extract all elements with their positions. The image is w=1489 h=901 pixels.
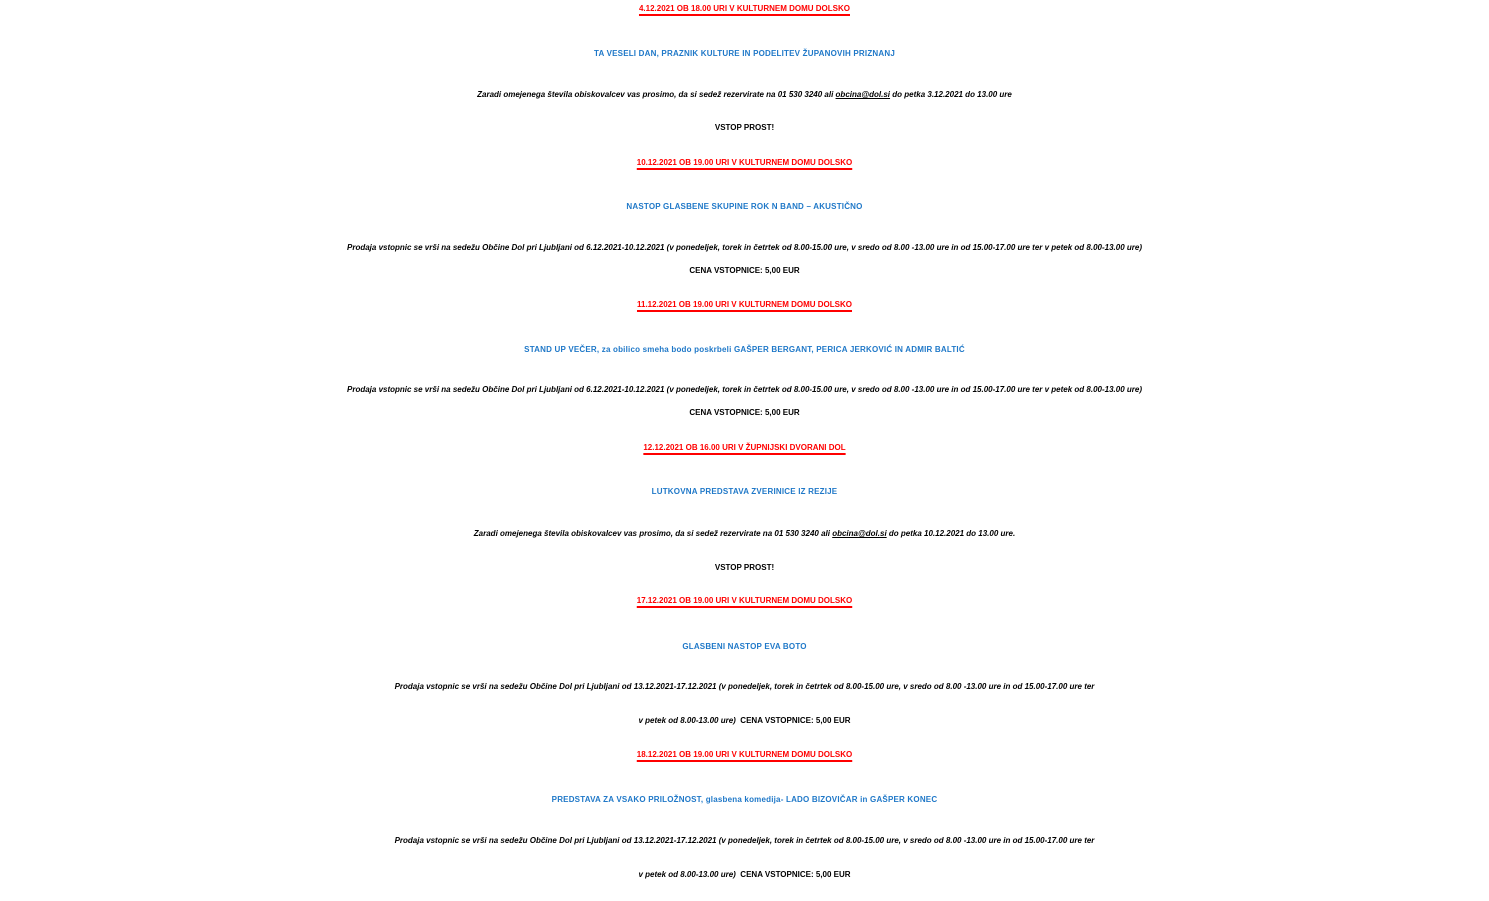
event-1-title: TA VESELI DAN, PRAZNIK KULTURE IN PODELITEV ŽUPANOVIH PRIZNANJ bbox=[593, 49, 895, 58]
event-4-info-deadline: do petka 10.12.2021 do 13.00 ure. bbox=[886, 529, 1016, 538]
event-3-header: 11.12.2021 OB 19.00 URI V KULTURNEM DOMU DOLSKO bbox=[636, 300, 853, 309]
event-5-title: GLASBENI NASTOP EVA BOTO bbox=[682, 642, 807, 651]
event-5-ticket-info-cont bbox=[0, 716, 1489, 725]
event-4-header: 12.12.2021 OB 16.00 URI V ŽUPNIJSKI DVORANI DOL bbox=[643, 443, 846, 452]
event-5-ticket-info: Prodaja vstopnic se vrši na sedežu Občine Dol pri Ljubljani od 13.12.2021-17.12.2021 (v ponedeljek, torek in četrtek od 8.00-15.00 ure, v sredo od 8.00 -13.00 ure in od 15.00-17.00 ure ter bbox=[394, 682, 1095, 691]
event-6-ticket-info-cont bbox=[0, 870, 1489, 879]
event-1-email-link[interactable]: obcina@dol.si bbox=[835, 90, 891, 99]
event-6-ticket-info: Prodaja vstopnic se vrši na sedežu Občine Dol pri Ljubljani od 13.12.2021-17.12.2021 (v ponedeljek, torek in četrtek od 8.00-15.00 ure, v sredo od 8.00 -13.00 ure in od 15.00-17.00 ure ter bbox=[394, 836, 1095, 845]
event-4-info-text: Zaradi omejenega števila obiskovalcev vas prosimo, da si sedež rezervirate na 01 530 3240 ali bbox=[473, 529, 833, 538]
event-2-price: CENA VSTOPNICE: 5,00 EUR bbox=[689, 266, 800, 275]
event-5-price: CENA VSTOPNICE: 5,00 EUR bbox=[740, 716, 851, 725]
event-4-title: LUTKOVNA PREDSTAVA ZVERINICE IZ REZIJE bbox=[651, 487, 838, 496]
event-5-header: 17.12.2021 OB 19.00 URI V KULTURNEM DOMU DOLSKO bbox=[636, 596, 853, 605]
event-2-title: NASTOP GLASBENE SKUPINE ROK N BAND – AKUSTIČNO bbox=[626, 202, 863, 211]
event-1-entry-note: VSTOP PROST! bbox=[714, 123, 775, 132]
event-6-info-hours: v petek od 8.00-13.00 ure) bbox=[638, 870, 736, 879]
event-4-entry-note: VSTOP PROST! bbox=[714, 563, 775, 572]
event-1-reservation-info bbox=[0, 90, 1489, 99]
event-6-price: CENA VSTOPNICE: 5,00 EUR bbox=[740, 870, 851, 879]
event-3-price: CENA VSTOPNICE: 5,00 EUR bbox=[689, 408, 800, 417]
event-1-info-text: Zaradi omejenega števila obiskovalcev vas prosimo, da si sedež rezervirate na 01 530 3240 ali bbox=[477, 90, 836, 99]
event-2-ticket-info: Prodaja vstopnic se vrši na sedežu Občine Dol pri Ljubljani od 6.12.2021-10.12.2021 (v ponedeljek, torek in četrtek od 8.00-15.00 ure, v sredo od 8.00 -13.00 ure in od 15.00-17.00 ure ter v petek od 8.00-13.00 ure) bbox=[347, 243, 1142, 252]
event-4-reservation-info bbox=[0, 529, 1489, 538]
event-1-header: 4.12.2021 OB 18.00 URI V KULTURNEM DOMU DOLSKO bbox=[638, 4, 850, 13]
event-4-email-link[interactable]: obcina@dol.si bbox=[832, 529, 887, 538]
event-6-header: 18.12.2021 OB 19.00 URI V KULTURNEM DOMU DOLSKO bbox=[636, 750, 853, 759]
event-2-header: 10.12.2021 OB 19.00 URI V KULTURNEM DOMU DOLSKO bbox=[636, 158, 853, 167]
event-6-title: PREDSTAVA ZA VSAKO PRILOŽNOST, glasbena komedija- LADO BIZOVIČAR in GAŠPER KONEC bbox=[551, 795, 938, 804]
event-3-title: STAND UP VEČER, za obilico smeha bodo poskrbeli GAŠPER BERGANT, PERICA JERKOVIĆ IN ADMIR BALTIĆ bbox=[524, 345, 965, 354]
event-5-info-hours: v petek od 8.00-13.00 ure) bbox=[638, 716, 736, 725]
event-3-ticket-info: Prodaja vstopnic se vrši na sedežu Občine Dol pri Ljubljani od 6.12.2021-10.12.2021 (v ponedeljek, torek in četrtek od 8.00-15.00 ure, v sredo od 8.00 -13.00 ure in od 15.00-17.00 ure ter v petek od 8.00-13.00 ure) bbox=[347, 385, 1142, 394]
event-1-info-deadline: do petka 3.12.2021 do 13.00 ure bbox=[890, 90, 1012, 99]
